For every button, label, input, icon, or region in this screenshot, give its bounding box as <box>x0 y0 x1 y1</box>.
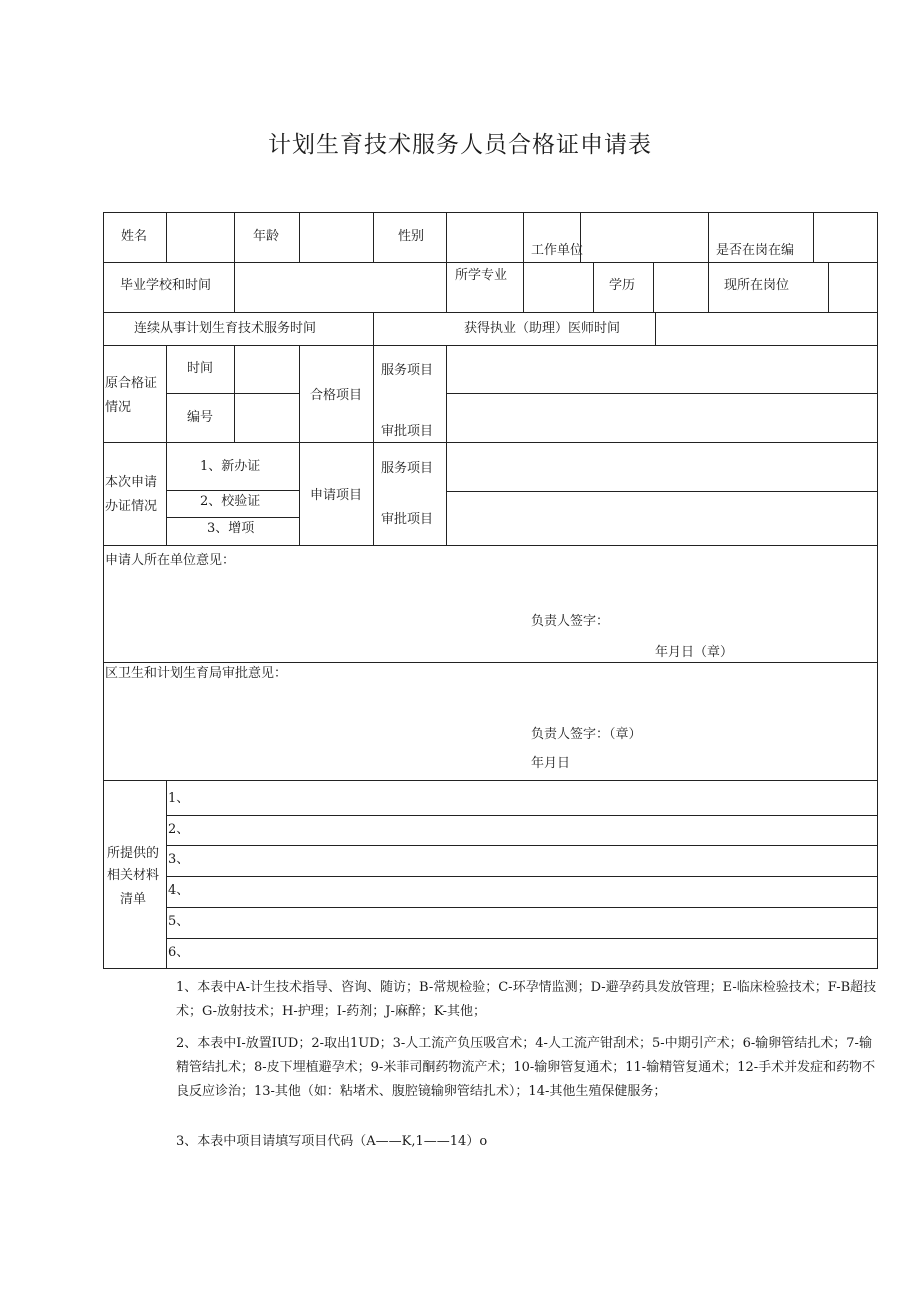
unit-signature-label: 负责人签字： <box>531 614 610 629</box>
material-item[interactable] <box>167 908 877 938</box>
on-post-input[interactable] <box>814 213 877 262</box>
unit-date-label: 年月日（章） <box>655 645 734 660</box>
notes-section <box>176 1130 878 1154</box>
material-item[interactable] <box>167 781 877 815</box>
gender-label: 性别 <box>398 229 425 244</box>
option-verify-certificate[interactable]: 2、校验证 <box>200 494 261 509</box>
service-time-label: 连续从事计划生育技术服务时间 <box>134 321 317 336</box>
original-number-input[interactable] <box>235 394 299 442</box>
application-form <box>103 212 878 969</box>
page-title: 计划生育技术服务人员合格证申请表 <box>268 132 652 158</box>
position-input[interactable] <box>829 263 877 312</box>
work-unit-label: 工作单位 <box>531 243 584 258</box>
major-label: 所学专业 <box>455 268 508 283</box>
license-time-label: 获得执业（助理）医师时间 <box>464 321 621 336</box>
option-new-certificate[interactable]: 1、新办证 <box>200 459 261 474</box>
material-item-number: 4、 <box>168 883 190 898</box>
original-cert-label-line1: 原合格证 <box>105 376 158 391</box>
name-label: 姓名 <box>121 229 148 244</box>
notes-section <box>176 1032 878 1104</box>
material-item-number: 3、 <box>168 852 190 867</box>
materials-label-line3: 清单 <box>120 892 147 907</box>
major-input[interactable] <box>524 263 593 312</box>
age-label: 年龄 <box>253 229 280 244</box>
position-label: 现所在岗位 <box>724 278 790 293</box>
unit-opinion-label: 申请人所在单位意见： <box>105 553 236 568</box>
school-label: 毕业学校和时间 <box>120 278 212 293</box>
original-approval-items-label: 审批项目 <box>381 424 434 439</box>
option-add-items[interactable]: 3、增项 <box>207 521 255 536</box>
notes-section <box>176 976 878 1024</box>
original-approval-items-input[interactable] <box>447 394 877 442</box>
apply-approval-items-label: 审批项目 <box>381 512 434 527</box>
material-item[interactable] <box>167 939 877 968</box>
apply-items-label: 申请项目 <box>310 488 363 503</box>
on-post-label: 是否在岗在编 <box>716 243 795 258</box>
material-item[interactable] <box>167 877 877 907</box>
material-item[interactable] <box>167 846 877 876</box>
original-service-items-input[interactable] <box>447 346 877 393</box>
bureau-date-label: 年月日 <box>531 756 571 771</box>
license-time-input[interactable] <box>656 313 877 345</box>
education-label: 学历 <box>609 278 636 293</box>
note-2: 2、本表中I-放置IUD；2-取出1UD；3-人工流产负压吸宫术；4-人工流产钳刮术；5-中期引产术；6-输卵管结扎术；7-输精管结扎术；8-皮下埋植避孕术；9-米菲司酮药物流产术；10-输卵管复通术；11-输精管复通术；12-手术并发症和药物不良反应诊治；13-其他（如：粘堵术、腹腔镜输卵管结扎术）；14-其他生殖保健服务； <box>176 1036 876 1099</box>
school-input[interactable] <box>235 263 446 312</box>
original-cert-label-line2: 情况 <box>105 400 132 415</box>
qualified-items-label: 合格项目 <box>310 388 363 403</box>
bureau-opinion-input[interactable] <box>104 686 877 724</box>
apply-service-items-label: 服务项目 <box>381 461 434 476</box>
bureau-signature-label: 负责人签字：（章） <box>531 727 642 742</box>
original-time-label: 时间 <box>187 361 214 376</box>
gender-input[interactable] <box>447 213 523 262</box>
education-input[interactable] <box>654 263 708 312</box>
apply-approval-items-input[interactable] <box>447 492 877 545</box>
bureau-opinion-label: 区卫生和计划生育局审批意见： <box>105 666 288 681</box>
application-label-line2: 办证情况 <box>105 499 158 514</box>
materials-label-line1: 所提供的 <box>107 846 160 861</box>
note-1: 1、本表中A-计生技术指导、咨询、随访；B-常规检验；C-环孕情监测；D-避孕药具发放管理；E-临床检验技术；F-B超技术；G-放射技术；H-护理；I-药剂；J-麻醉；K-其他； <box>176 980 877 1019</box>
age-input[interactable] <box>300 213 373 262</box>
material-item-number: 6、 <box>168 945 190 960</box>
original-service-items-label: 服务项目 <box>381 363 434 378</box>
material-item-number: 5、 <box>168 914 190 929</box>
original-number-label: 编号 <box>187 410 214 425</box>
application-label-line1: 本次申请 <box>105 475 158 490</box>
note-3: 3、本表中项目请填写项目代码（A——K,1——14）o <box>176 1134 488 1149</box>
material-item-number: 1、 <box>168 791 190 806</box>
material-item-number: 2、 <box>168 822 190 837</box>
service-time-input[interactable] <box>374 313 446 345</box>
unit-opinion-input[interactable] <box>104 572 877 612</box>
apply-service-items-input[interactable] <box>447 443 877 491</box>
materials-label-line2: 相关材料 <box>107 868 160 883</box>
original-time-input[interactable] <box>235 346 299 393</box>
material-item[interactable] <box>167 816 877 845</box>
name-input[interactable] <box>167 213 234 262</box>
work-unit-input[interactable] <box>581 213 708 262</box>
